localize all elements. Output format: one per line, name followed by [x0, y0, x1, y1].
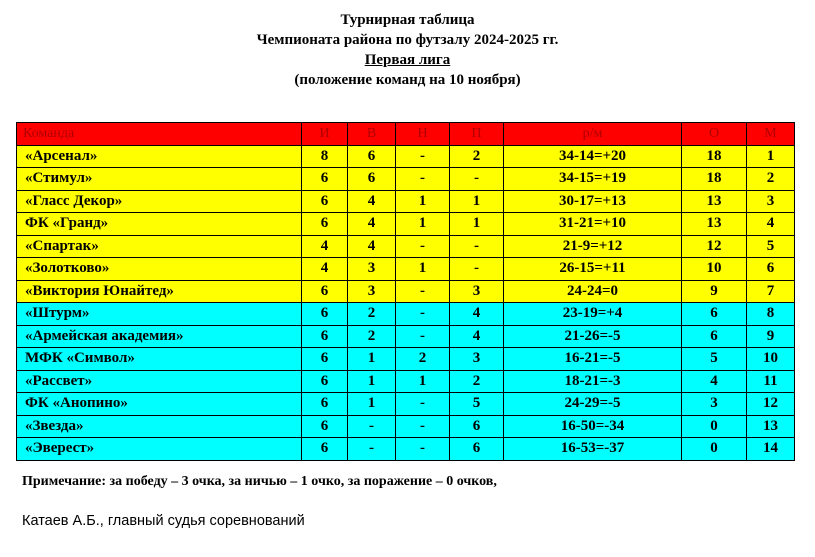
played-cell: 6	[302, 438, 348, 461]
won-cell: 1	[348, 393, 396, 416]
place-cell: 11	[747, 370, 795, 393]
drawn-cell: 1	[396, 370, 450, 393]
points-cell: 10	[682, 258, 747, 281]
played-cell: 4	[302, 258, 348, 281]
column-header: Команда	[17, 123, 302, 146]
goal-diff-cell: 21-26=-5	[504, 325, 682, 348]
lost-cell: 3	[450, 280, 504, 303]
points-cell: 4	[682, 370, 747, 393]
place-cell: 5	[747, 235, 795, 258]
drawn-cell: -	[396, 168, 450, 191]
played-cell: 6	[302, 303, 348, 326]
title-line-2: Чемпионата района по футзалу 2024-2025 гг.	[256, 32, 559, 48]
place-cell: 12	[747, 393, 795, 416]
column-header: М	[747, 123, 795, 146]
played-cell: 6	[302, 415, 348, 438]
played-cell: 6	[302, 393, 348, 416]
league-name: Первая лига	[364, 52, 451, 68]
won-cell: -	[348, 415, 396, 438]
table-body	[17, 145, 795, 460]
lost-cell: 6	[450, 438, 504, 461]
points-cell: 12	[682, 235, 747, 258]
drawn-cell: 2	[396, 348, 450, 371]
place-cell: 8	[747, 303, 795, 326]
table-row	[17, 190, 795, 213]
team-name-cell: ФК «Гранд»	[17, 213, 302, 236]
points-cell: 9	[682, 280, 747, 303]
table-header-row	[17, 123, 795, 146]
played-cell: 6	[302, 190, 348, 213]
column-header: Н	[396, 123, 450, 146]
goal-diff-cell: 30-17=+13	[504, 190, 682, 213]
team-name-cell: «Армейская академия»	[17, 325, 302, 348]
points-cell: 6	[682, 303, 747, 326]
place-cell: 6	[747, 258, 795, 281]
team-name-cell: «Эверест»	[17, 438, 302, 461]
table-row	[17, 280, 795, 303]
team-name-cell: «Штурм»	[17, 303, 302, 326]
played-cell: 6	[302, 280, 348, 303]
goal-diff-cell: 23-19=+4	[504, 303, 682, 326]
drawn-cell: -	[396, 145, 450, 168]
drawn-cell: -	[396, 325, 450, 348]
lost-cell: 4	[450, 325, 504, 348]
goal-diff-cell: 16-21=-5	[504, 348, 682, 371]
points-cell: 13	[682, 213, 747, 236]
place-cell: 3	[747, 190, 795, 213]
place-cell: 9	[747, 325, 795, 348]
lost-cell: -	[450, 258, 504, 281]
table-row	[17, 325, 795, 348]
goal-diff-cell: 24-24=0	[504, 280, 682, 303]
table-row	[17, 145, 795, 168]
points-cell: 5	[682, 348, 747, 371]
played-cell: 4	[302, 235, 348, 258]
team-name-cell: «Золотково»	[17, 258, 302, 281]
drawn-cell: -	[396, 303, 450, 326]
lost-cell: 6	[450, 415, 504, 438]
played-cell: 6	[302, 370, 348, 393]
points-cell: 18	[682, 168, 747, 191]
place-cell: 13	[747, 415, 795, 438]
lost-cell: 4	[450, 303, 504, 326]
team-name-cell: «Арсенал»	[17, 145, 302, 168]
goal-diff-cell: 18-21=-3	[504, 370, 682, 393]
played-cell: 6	[302, 325, 348, 348]
table-row	[17, 258, 795, 281]
goal-diff-cell: 34-15=+19	[504, 168, 682, 191]
won-cell: 4	[348, 235, 396, 258]
played-cell: 6	[302, 348, 348, 371]
lost-cell: 1	[450, 213, 504, 236]
won-cell: 3	[348, 258, 396, 281]
place-cell: 1	[747, 145, 795, 168]
team-name-cell: «Стимул»	[17, 168, 302, 191]
won-cell: 1	[348, 348, 396, 371]
played-cell: 6	[302, 168, 348, 191]
title-line-1: Турнирная таблица	[340, 12, 475, 28]
place-cell: 14	[747, 438, 795, 461]
lost-cell: 5	[450, 393, 504, 416]
document-title	[0, 10, 815, 90]
drawn-cell: -	[396, 280, 450, 303]
won-cell: 6	[348, 145, 396, 168]
table-row	[17, 168, 795, 191]
points-cell: 13	[682, 190, 747, 213]
goal-diff-cell: 26-15=+11	[504, 258, 682, 281]
lost-cell: -	[450, 168, 504, 191]
team-name-cell: «Спартак»	[17, 235, 302, 258]
referee-signature: Катаев А.Б., главный судья соревнований	[22, 513, 305, 529]
standings-table	[16, 122, 795, 461]
goal-diff-cell: 16-50=-34	[504, 415, 682, 438]
won-cell: 2	[348, 303, 396, 326]
drawn-cell: 1	[396, 258, 450, 281]
table-row	[17, 348, 795, 371]
points-cell: 0	[682, 438, 747, 461]
lost-cell: 2	[450, 145, 504, 168]
table-row	[17, 393, 795, 416]
drawn-cell: -	[396, 235, 450, 258]
lost-cell: 1	[450, 190, 504, 213]
points-cell: 18	[682, 145, 747, 168]
won-cell: 4	[348, 190, 396, 213]
goal-diff-cell: 31-21=+10	[504, 213, 682, 236]
won-cell: 6	[348, 168, 396, 191]
goal-diff-cell: 21-9=+12	[504, 235, 682, 258]
table-row	[17, 415, 795, 438]
team-name-cell: «Рассвет»	[17, 370, 302, 393]
column-header: р/м	[504, 123, 682, 146]
won-cell: 1	[348, 370, 396, 393]
drawn-cell: -	[396, 393, 450, 416]
table-row	[17, 303, 795, 326]
drawn-cell: -	[396, 415, 450, 438]
lost-cell: 2	[450, 370, 504, 393]
drawn-cell: -	[396, 438, 450, 461]
column-header: О	[682, 123, 747, 146]
points-cell: 3	[682, 393, 747, 416]
column-header: В	[348, 123, 396, 146]
points-cell: 6	[682, 325, 747, 348]
lost-cell: -	[450, 235, 504, 258]
drawn-cell: 1	[396, 213, 450, 236]
won-cell: 2	[348, 325, 396, 348]
played-cell: 6	[302, 213, 348, 236]
title-date-line: (положение команд на 10 ноября)	[294, 72, 521, 88]
lost-cell: 3	[450, 348, 504, 371]
place-cell: 7	[747, 280, 795, 303]
goal-diff-cell: 16-53=-37	[504, 438, 682, 461]
team-name-cell: МФК «Символ»	[17, 348, 302, 371]
scoring-note: Примечание: за победу – 3 очка, за ничью – 1 очко, за поражение – 0 очков,	[22, 474, 497, 489]
won-cell: -	[348, 438, 396, 461]
team-name-cell: «Виктория Юнайтед»	[17, 280, 302, 303]
team-name-cell: «Звезда»	[17, 415, 302, 438]
table-row	[17, 438, 795, 461]
team-name-cell: «Гласс Декор»	[17, 190, 302, 213]
column-header: П	[450, 123, 504, 146]
table-row	[17, 370, 795, 393]
goal-diff-cell: 34-14=+20	[504, 145, 682, 168]
played-cell: 8	[302, 145, 348, 168]
place-cell: 2	[747, 168, 795, 191]
table-row	[17, 213, 795, 236]
table-row	[17, 235, 795, 258]
won-cell: 3	[348, 280, 396, 303]
points-cell: 0	[682, 415, 747, 438]
goal-diff-cell: 24-29=-5	[504, 393, 682, 416]
team-name-cell: ФК «Анопино»	[17, 393, 302, 416]
drawn-cell: 1	[396, 190, 450, 213]
place-cell: 10	[747, 348, 795, 371]
won-cell: 4	[348, 213, 396, 236]
column-header: И	[302, 123, 348, 146]
place-cell: 4	[747, 213, 795, 236]
